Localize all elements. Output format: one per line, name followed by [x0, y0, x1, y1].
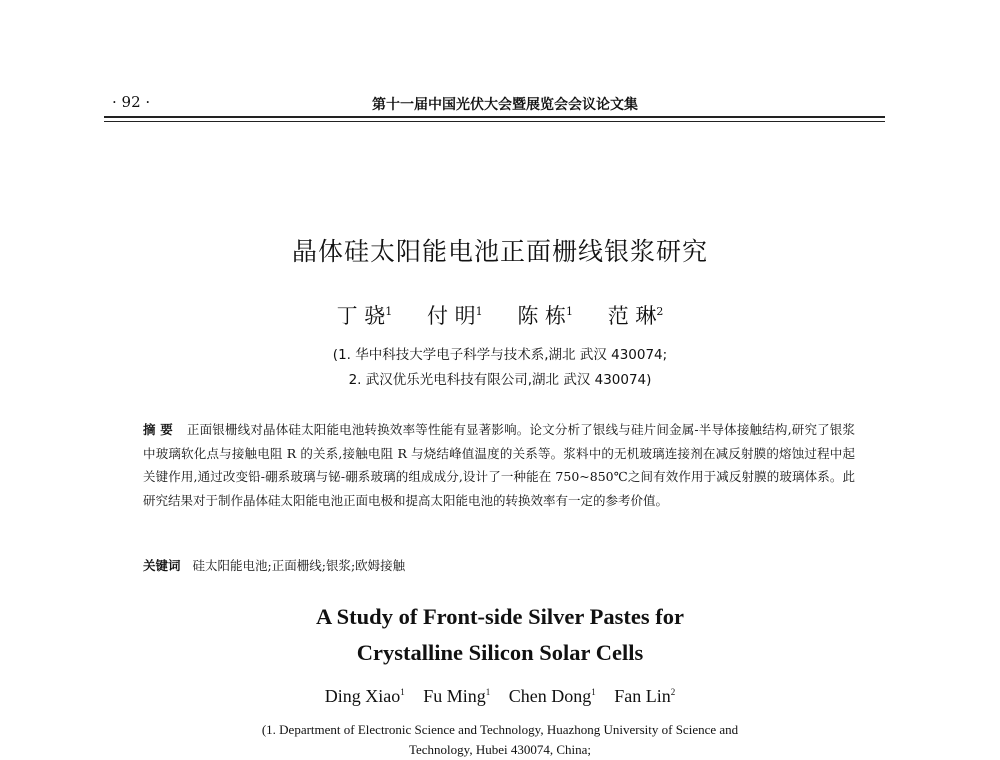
abstract-cn: [143, 418, 855, 512]
page-number: · 92 ·: [112, 93, 151, 111]
paper-title-cn: 晶体硅太阳能电池正面栅线银浆研究: [291, 237, 708, 266]
author-en: Chen Dong$^1$: [508, 686, 596, 706]
author-cn: 付 明$^1$: [426, 304, 483, 328]
author-en: Fu Ming$^1$: [423, 686, 491, 706]
affiliation-en-2: Technology, Hubei 430074, China;: [408, 742, 592, 757]
affiliation-cn-2: 2. 武汉优乐光电科技有限公司,湖北 武汉 430074): [348, 372, 652, 388]
keywords-cn: [143, 556, 405, 574]
author-list-en: [0, 686, 1000, 707]
abstract-text: 正面银栅线对晶体硅太阳能电池转换效率等性能有显著影响。论文分析了银线与硅片间金属-半导体接触结构,研究了银浆中玻璃软化点与接触电阻 R 的关系,接触电阻 R 与烧结峰值温度的关系等。浆料中的无机玻璃连接剂在减反射膜的熔蚀过程中起关键作用,通过改变铅-硼系玻璃与铋-硼系玻璃的组成成分,设计了一种能在 750~850℃之间有效作用于减反射膜的玻璃体系。此研究结果对于制作晶体硅太阳能电池正面电极和提高太阳能电池的转换效率有一定的参考价值。: [143, 422, 855, 508]
abstract-label: 摘 要: [143, 422, 173, 437]
keywords-text: 硅太阳能电池;正面栅线;银浆;欧姆接触: [192, 558, 406, 573]
author-cn: 丁 骁$^1$: [336, 304, 393, 328]
paper-title-en-line2: Crystalline Silicon Solar Cells: [356, 640, 644, 665]
running-header: 第十一届中国光伏大会暨展览会会议论文集: [372, 97, 638, 113]
keywords-label: 关键词: [143, 558, 181, 573]
author-en: Ding Xiao$^1$: [324, 686, 405, 706]
affiliation-cn-1: (1. 华中科技大学电子科学与技术系,湖北 武汉 430074;: [332, 347, 668, 363]
paper-title-en-line1: A Study of Front-side Silver Pastes for: [316, 604, 684, 629]
header-rule-thick: [104, 116, 885, 118]
author-en: Fan Lin$^2$: [614, 686, 676, 706]
affiliation-en-1: (1. Department of Electronic Science and Technology, Huazhong University of Science and: [261, 722, 739, 737]
author-cn: 陈 栋$^1$: [517, 304, 574, 328]
header-rule-thin: [104, 121, 885, 122]
author-list-cn: [0, 300, 1000, 330]
author-cn: 范 琳$^2$: [607, 304, 664, 328]
